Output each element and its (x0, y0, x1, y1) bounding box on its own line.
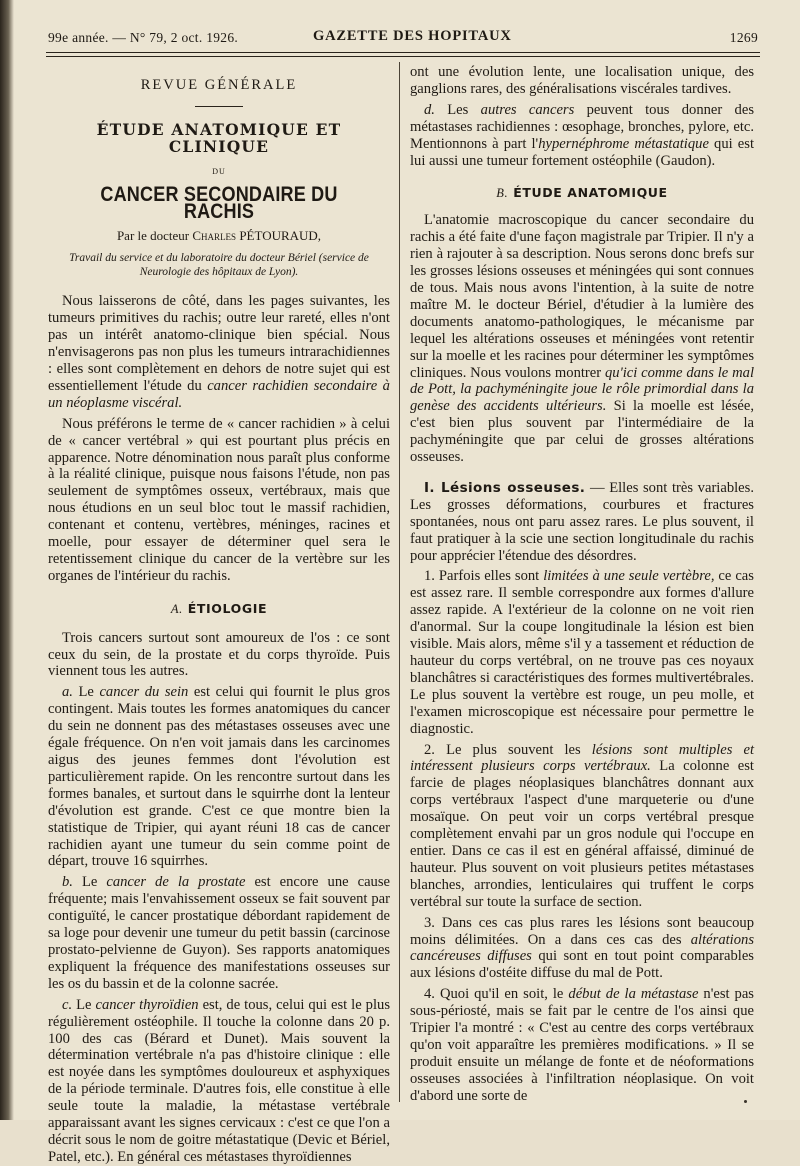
paragraph-terminology: Nous préférons le terme de « cancer rachidien » à celui de « cancer vertébral » qui est pourtant plus précis en apparence. Notre dénomination nous paraît plus conforme à la réalité clinique, puisque nous faisons l'étude, non pas seulement de symptômes osseux, vertébraux, mais que nous étudions en un seul bloc tout le massif rachidien, contenant et contenu, vertèbres, méninges, racines et moelle, pour essayer de déterminer quel sera le retentissement clinique du cancer de la vertèbre sur les organes de l'intérieur du rachis. (48, 415, 390, 584)
column-divider (399, 62, 400, 1102)
paragraph-continuation: ont une évolution lente, une localisation unique, des ganglions rares, des généralisations viscérales tardives. (410, 64, 754, 97)
paragraph-anatomy: L'anatomie macroscopique du cancer secondaire du rachis a été faite d'une façon magistrale par Tripier. Il n'y a rien à rajouter à sa description. Nous serons donc brefs sur les grosses lésions osseuses et méningées qui sont connues de tous. Mais nous avons l'intention, à la suite de notre maître M. le docteur Bériel, d'étudier à la lumière des documents anatomo-pathologiques, le mécanisme par lequel les altérations osseuses et méningées vont retentir sur la moelle et les racines pour déterminer les symptômes cliniques. Nous voulons montrer qu'ici comme dans le mal de Pott, la pachyméningite joue le rôle primordial dans la genèse des accidents ultérieurs. Si la moelle est lésée, c'est bien plus souvent par l'intermédiaire de la pachyméningite que par celui de grosses altérations osseuses. (410, 212, 755, 466)
paragraph-item-4: 4. Quoi qu'il en soit, le début de la métastase n'est pas sous-périosté, mais se fait par le centre de l'os ainsi que Tripier l'a montré : « C'est au centre des corps vertébraux qu'on voit apparaître les premières modifications. » Il se produit ensuite un mélange de fonte et de néoformations osseuses associées à l'infiltration néoplasique. On voit d'abord une sorte de (410, 986, 754, 1104)
journal-title: GAZETTE DES HOPITAUX (313, 28, 512, 44)
running-header (48, 26, 758, 48)
binding-shadow (0, 0, 14, 1120)
header-rule-thin (46, 56, 760, 57)
author-name: Charles PÉTOURAUD, (192, 228, 322, 244)
rubric: REVUE GÉNÉRALE (140, 77, 298, 93)
author-line (48, 228, 390, 245)
paragraph-c-thyroidien: c. Le cancer thyroïdien est, de tous, celui qui est le plus régulièrement ostéophile. Il touche la colonne dans 20 p. 100 des cas (Bérard et Dunet). Mais souvent la détermination vertébrale n'a pas d'histoire clinique : elle est noyée dans les symptômes douloureux et asphyxiques de la période terminale. D'autres fois, elle constitue à elle seule toute la maladie, la métastase vertébrale apparaissant avant les signes cervicaux : c'est ce que l'on a décrit sous le nom de goitre métastatique (Devic et Bériel, Patel, etc.). En général ces métastases thyroïdiennes (48, 996, 390, 1165)
paragraph-a-sein: a. Le cancer du sein est celui qui fournit le plus gros contingent. Mais toutes les formes anatomiques du cancer du sein ne donnent pas des métastases osseuses avec une égale fréquence. On n'en voit jamais dans les carcinomes aigus des jeunes femmes dont l'évolution est particulièrement rapide. On les rencontre surtout dans les formes banales, et surtout dans le squirrhe dont la lenteur d'évolution est grande. C'est ce que montre bien la statistique de Tripier, qui ayant réuni 18 cas de cancer rachidien ayant une tumeur du sein comme point de départ, trouve 16 squirrhes. (48, 684, 391, 870)
paragraph-item-1: 1. Parfois elles sont limitées à une seule vertèbre, ce cas est assez rare. Il semble correspondre aux formes d'allure assez rapide. A l'extérieur de la colonne on ne voit rien d'anormal. Sur la coupe longitudinale la lésion est bien visible. Mais alors, même s'il y a tassement et réduction de hauteur du corps vertébral, on ne trouve pas ces noyaux blanchâtres si caractéristiques des formes multivertébrales. Le plus souvent la vertèbre est rouge, un peu molle, et l'examen microscopique est nécessaire pour permettre le diagnostic. (410, 568, 754, 737)
rubric-rule (195, 106, 243, 107)
paragraph-d-autres: d. Les autres cancers peuvent tous donner des métastases rachidiennes : œsophage, bronches, pylore, etc. Mentionnons à part l'hypernéphrome métastatique qui est lui aussi une tumeur fortement ostéophile (Gaudon). (410, 101, 755, 169)
article-title-line1: ÉTUDE ANATOMIQUE ET CLINIQUE (96, 119, 342, 156)
header-rule-thick (46, 52, 760, 53)
paragraph-lesions-osseuses: I. Lésions osseuses. — Elles sont très variables. Les grosses déformations, courbures et fractures spontanées, nous ont paru assez rares. Le plus souvent, il faut pratiquer à la scie une section longitudinale du rachis pour apprécier l'étendue des désordres. (410, 479, 754, 564)
right-column (410, 64, 754, 1105)
section-heading-b: B. ÉTUDE ANATOMIQUE (496, 185, 668, 201)
paragraph-item-2: 2. Le plus souvent les lésions sont multiples et intéressent plusieurs corps vertébraux. La colonne est farcie de plages néoplasiques blanchâtres donnant aux corps vertébraux l'aspect d'une marqueterie ou d'une mosaïque. On peut voir un corps vertébral presque complètement envahi par un gros nodule qui l'occupe en entier. Dans ce cas il est en général affaissé, diminué de hauteur. Plus souvent on voit plusieurs petites métastases blanches, arrondies, lenticulaires qui truffent le corps vertébral sur toute la surface de section. (410, 741, 754, 910)
left-column (48, 62, 390, 1166)
article-title-line2: CANCER SECONDAIRE DU RACHIS (100, 182, 338, 223)
ink-dot (744, 1100, 747, 1103)
paragraph-three-cancers: Trois cancers surtout sont amoureux de l'os : ce sont ceux du sein, de la prostate et du corps thyroïde. Puis viennent tous les autres. (48, 629, 390, 680)
paragraph-item-3: 3. Dans ces cas plus rares les lésions sont beaucoup moins délimitées. On a dans ces cas des altérations cancéreuses diffuses qui sont en tout point comparables aux lésions d'ostéite diffuse du mal de Pott. (410, 914, 754, 982)
article-title-du: DU (212, 166, 226, 176)
paragraph-b-prostate: b. Le cancer de la prostate est encore une cause fréquente; mais l'envahissement osseux se fait souvent par contiguïté, le cancer prostatique débordant rapidement de sa loge pour devenir une tumeur du petit bassin (carcinose prostato-pelvienne de Guyon). Ses rapports anatomiques expliquent la fréquence des manifestations osseuses sur les os du bassin et de la colonne sacrée. (48, 874, 390, 992)
section-heading-a: A. ÉTIOLOGIE (170, 600, 268, 616)
page-number: 1269 (729, 30, 758, 45)
paragraph-intro: Nous laisserons de côté, dans les pages suivantes, les tumeurs primitives du rachis; outre leur rareté, elles n'ont pas un intérêt anatomo-clinique bien spécial. Nous n'envisagerons pas non plus les tumeurs intrarachidiennes : elles sont complètement en dehors de notre sujet qui est essentiellement l'étude du cancer rachidien secondaire à un néoplasme viscéral. (48, 293, 390, 411)
issue-info: 99e année. — N° 79, 2 oct. 1926. (48, 30, 239, 45)
author-prefix: Par le docteur (116, 228, 190, 244)
italic-phrase: cancer rachidien secondaire à un néoplasme viscéral. (48, 377, 390, 411)
subsection-heading: I. Lésions osseuses. (424, 479, 586, 496)
affiliation: Travail du service et du laboratoire du docteur Bériel (service de Neurologie des hôpitaux de Lyon). (69, 252, 369, 279)
